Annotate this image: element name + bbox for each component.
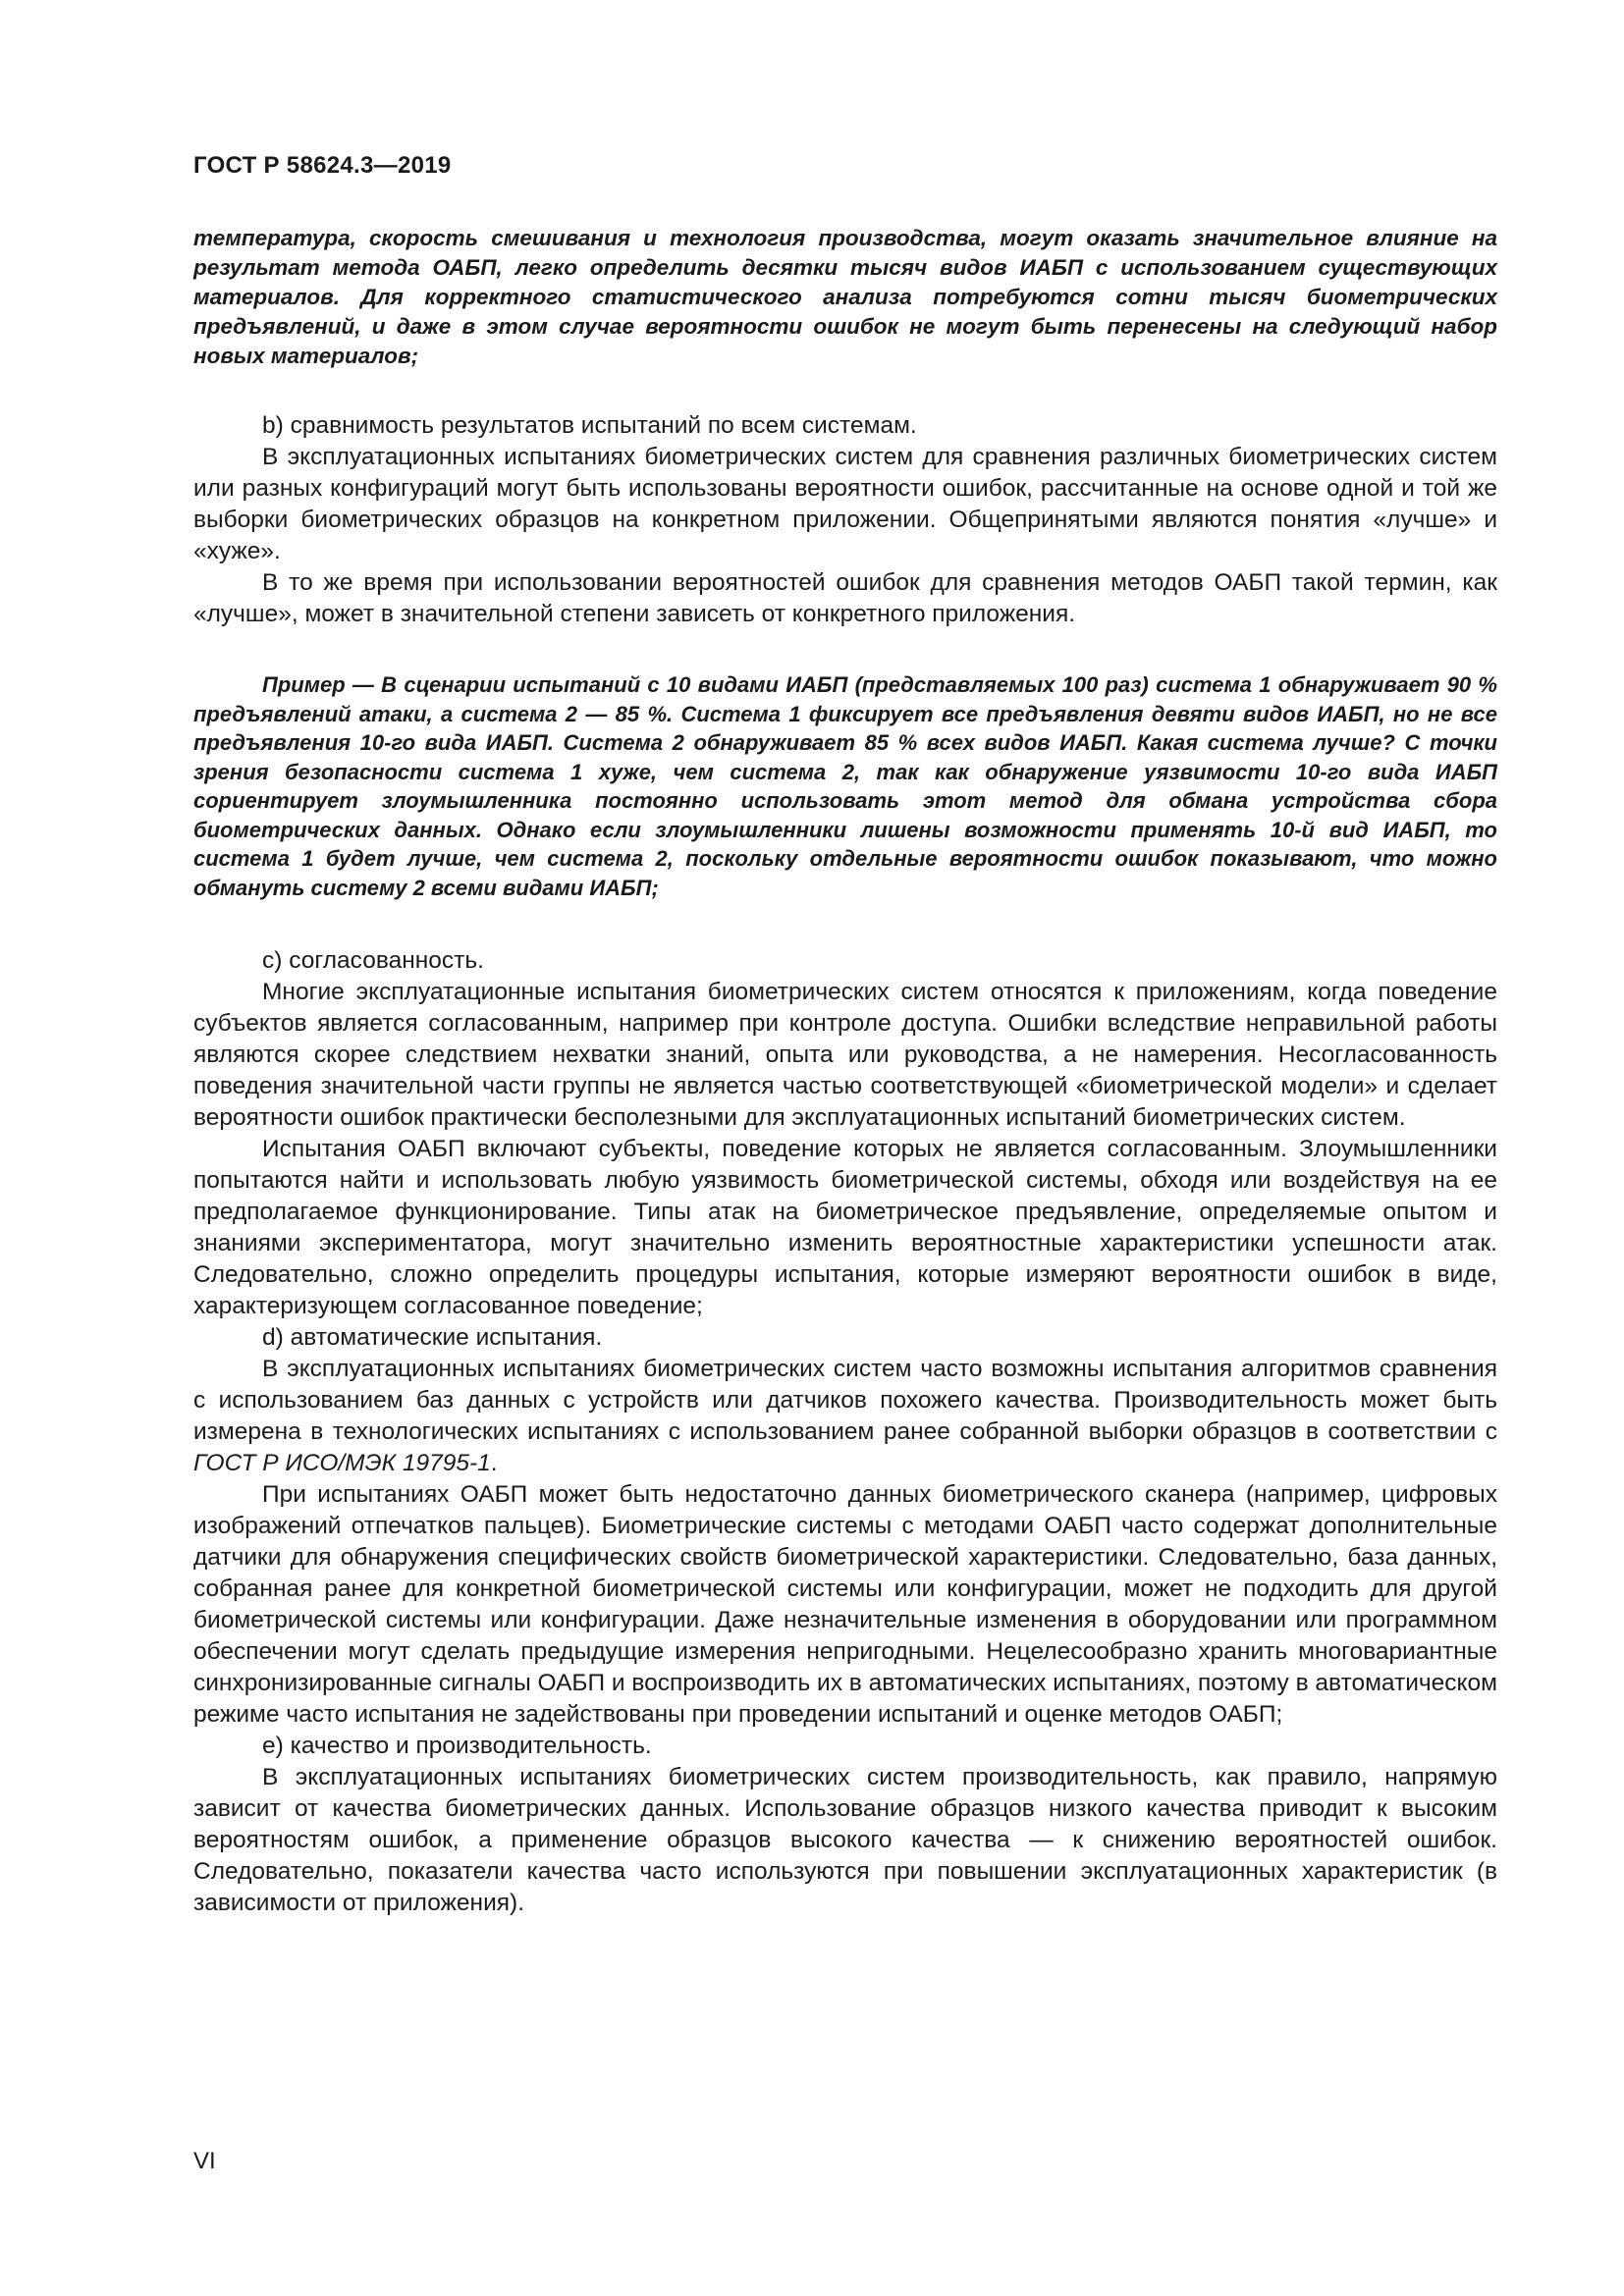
paragraph-c-1: Многие эксплуатационные испытания биометрических систем относятся к приложениям, когда поведение субъектов является согласованным, например при контроле доступа. Ошибки вследствие неправильной работы являются скорее следствием нехватки знаний, опыта или руководства, а не намерения. Несогласованность поведения значительной части группы не является частью соответствующей «биометрической модели» и сделает вероятности ошибок практически бесполезными для эксплуатационных испытаний биометрических систем. xyxy=(193,979,1497,1131)
sections-c-e xyxy=(193,945,1497,1919)
standard-reference-link: ГОСТ Р ИСО/МЭК 19795-1 xyxy=(193,1450,491,1476)
intro-section xyxy=(193,224,1497,371)
document-header: ГОСТ Р 58624.3—2019 xyxy=(193,152,452,179)
intro-paragraph: температура, скорость смешивания и технология производства, могут оказать значительное влияние на результат метода ОАБП, легко определить десятки тысяч видов ИАБП с использованием существующих материалов. Для корректного статистического анализа потребуются сотни тысяч биометрических предъявлений, и даже в этом случае вероятности ошибок не могут быть перенесены на следующий набор новых материалов; xyxy=(193,226,1497,368)
section-b xyxy=(193,410,1497,630)
paragraph-d-1-text: В эксплуатационных испытаниях биометрических систем часто возможны испытания алгоритмов сравнения с использованием баз данных с устройств или датчиков похожего качества. Производительность может быть измерена в технологических испытаниях с использованием ранее собранной выборки образцов в соответствии с xyxy=(193,1356,1497,1445)
example-paragraph: Пример — В сценарии испытаний с 10 видами ИАБП (представляемых 100 раз) система 1 обнаруживает 90 % предъявлений атаки, а система 2 — 85 %. Система 1 фиксирует все предъявления девяти видов ИАБП, но не все предъявления 10-го вида ИАБП. Система 2 обнаруживает 85 % всех видов ИАБП. Какая система лучше? С точки зрения безопасности система 1 хуже, чем система 2, так как обнаружение уязвимости 10-го вида ИАБП сориентирует злоумышленника постоянно использовать этот метод для обмана устройства сбора биометрических данных. Однако если злоумышленники лишены возможности применять 10-й вид ИАБП, то система 1 будет лучше, чем система 2, поскольку отдельные вероятности ошибок показывают, что можно обмануть систему 2 всеми видами ИАБП; xyxy=(193,672,1497,900)
paragraph-d-2: При испытаниях ОАБП может быть недостаточно данных биометрического сканера (например, цифровых изображений отпечатков пальцев). Биометрические системы с методами ОАБП часто содержат дополнительные датчики для обнаружения специфических свойств биометрической характеристики. Следовательно, база данных, собранная ранее для конкретной биометрической системы или конфигурации, может не подходить для другой биометрической системы или конфигурации. Даже незначительные изменения в оборудовании или программном обеспечении могут сделать предыдущие измерения непригодными. Нецелесообразно хранить многовариантные синхронизированные сигналы ОАБП и воспроизводить их в автоматических испытаниях, поэтому в автоматическом режиме часто испытания не задействованы при проведении испытаний и оценке методов ОАБП; xyxy=(193,1481,1498,1728)
paragraph-d-1-end: . xyxy=(490,1450,498,1476)
page-number: VI xyxy=(193,2148,216,2174)
list-item-d: d) автоматические испытания. xyxy=(262,1324,603,1351)
paragraph-b-2: В то же время при использовании вероятностей ошибок для сравнения методов ОАБП такой термин, как «лучше», может в значительной степени зависеть от конкретного приложения. xyxy=(193,569,1497,627)
paragraph-c-2: Испытания ОАБП включают субъекты, поведение которых не является согласованным. Злоумышленники попытаются найти и использовать любую уязвимость биометрической системы, обходя или воздействуя на ее предполагаемое функционирование. Типы атак на биометрическое предъявление, определяемые опытом и знаниями экспериментатора, могут значительно изменить вероятностные характеристики успешности атак. Следовательно, сложно определить процедуры испытания, которые измеряют вероятности ошибок в виде, характеризующем согласованное поведение; xyxy=(193,1136,1497,1319)
list-item-b: b) сравнимость результатов испытаний по всем системам. xyxy=(262,412,917,439)
list-item-e: e) качество и производительность. xyxy=(262,1733,652,1759)
list-item-c: c) согласованность. xyxy=(262,947,484,974)
example-section xyxy=(193,670,1497,902)
paragraph-b-1: В эксплуатационных испытаниях биометрических систем для сравнения различных биометрических систем или разных конфигураций могут быть использованы вероятности ошибок, рассчитанные на основе одной и той же выборки биометрических образцов на конкретном приложении. Общепринятыми являются понятия «лучше» и «хуже». xyxy=(193,444,1497,564)
paragraph-e-1: В эксплуатационных испытаниях биометрических систем производительность, как правило, напрямую зависит от качества биометрических данных. Использование образцов низкого качества приводит к высоким вероятностям ошибок, а применение образцов высокого качества — к снижению вероятностей ошибок. Следовательно, показатели качества часто используются при повышении эксплуатационных характеристик (в зависимости от приложения). xyxy=(193,1764,1497,1916)
paragraph-d-1 xyxy=(193,1354,1497,1479)
